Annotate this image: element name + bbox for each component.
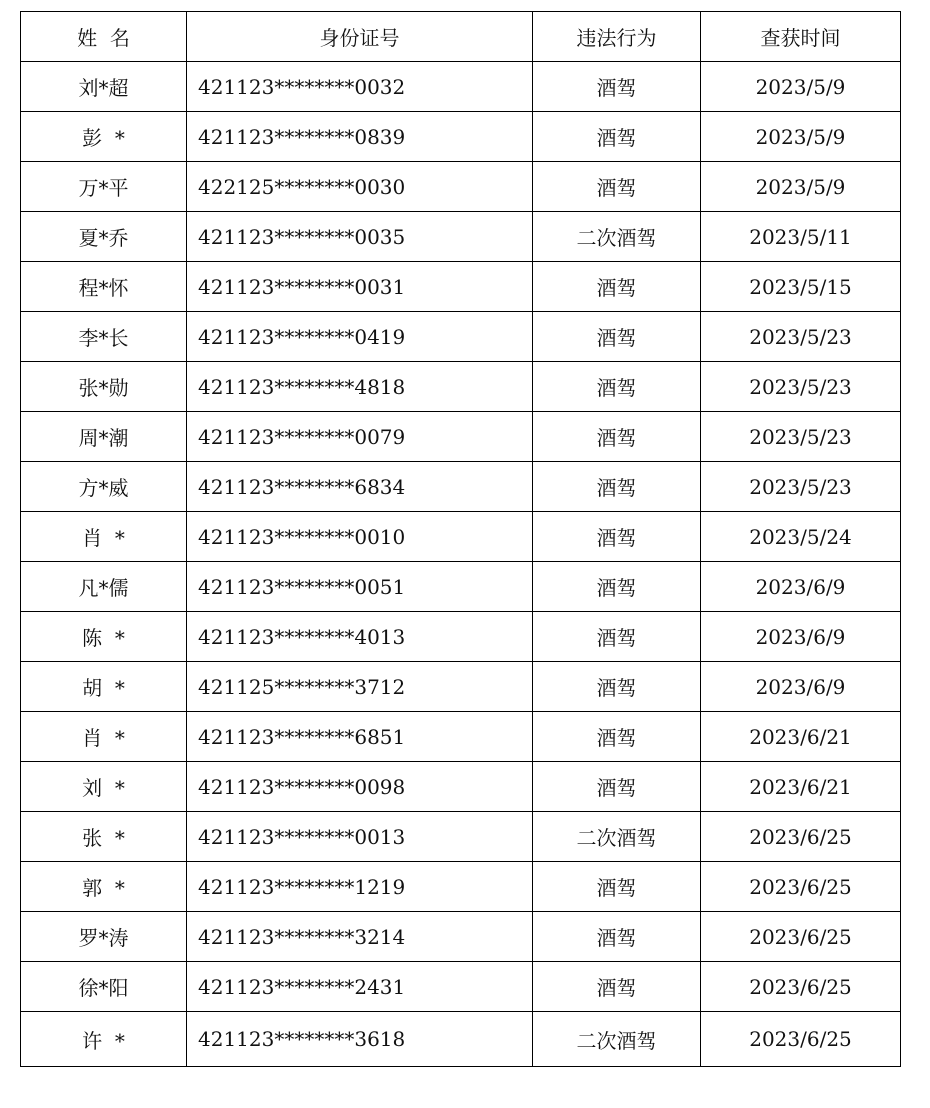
name-cell: 张*勋 xyxy=(21,362,187,412)
table-row xyxy=(21,462,901,512)
violation-cell: 酒驾 xyxy=(533,412,701,462)
table-row xyxy=(21,262,901,312)
table-row xyxy=(21,112,901,162)
date-cell: 2023/5/9 xyxy=(701,162,901,212)
id-number-cell: 421125********3712 xyxy=(187,662,533,712)
id-number-cell: 421123********6851 xyxy=(187,712,533,762)
violation-cell: 酒驾 xyxy=(533,162,701,212)
name-cell: 刘 * xyxy=(21,762,187,812)
date-cell: 2023/6/25 xyxy=(701,812,901,862)
name-cell: 徐*阳 xyxy=(21,962,187,1012)
date-cell: 2023/5/15 xyxy=(701,262,901,312)
violations-table xyxy=(20,11,901,1067)
name-cell: 郭 * xyxy=(21,862,187,912)
date-cell: 2023/5/9 xyxy=(701,62,901,112)
id-number-cell: 421123********3214 xyxy=(187,912,533,962)
date-cell: 2023/6/25 xyxy=(701,862,901,912)
name-cell: 凡*儒 xyxy=(21,562,187,612)
name-cell: 肖 * xyxy=(21,712,187,762)
table-header-row xyxy=(21,12,901,62)
date-cell: 2023/6/9 xyxy=(701,562,901,612)
date-cell: 2023/6/9 xyxy=(701,662,901,712)
violation-cell: 二次酒驾 xyxy=(533,212,701,262)
violation-cell: 酒驾 xyxy=(533,112,701,162)
date-cell: 2023/6/25 xyxy=(701,962,901,1012)
id-number-cell: 421123********3618 xyxy=(187,1012,533,1067)
table-row xyxy=(21,712,901,762)
violation-cell: 酒驾 xyxy=(533,562,701,612)
name-cell: 张 * xyxy=(21,812,187,862)
id-number-cell: 421123********0051 xyxy=(187,562,533,612)
table-row xyxy=(21,212,901,262)
id-number-cell: 421123********0419 xyxy=(187,312,533,362)
name-cell: 夏*乔 xyxy=(21,212,187,262)
name-cell: 万*平 xyxy=(21,162,187,212)
violation-cell: 酒驾 xyxy=(533,862,701,912)
name-cell: 李*长 xyxy=(21,312,187,362)
violation-cell: 二次酒驾 xyxy=(533,812,701,862)
id-number-cell: 421123********0013 xyxy=(187,812,533,862)
id-number-cell: 421123********4818 xyxy=(187,362,533,412)
table-row xyxy=(21,812,901,862)
violation-cell: 二次酒驾 xyxy=(533,1012,701,1067)
table-row xyxy=(21,312,901,362)
name-cell: 刘*超 xyxy=(21,62,187,112)
violation-cell: 酒驾 xyxy=(533,762,701,812)
date-cell: 2023/6/25 xyxy=(701,912,901,962)
id-number-cell: 421123********0079 xyxy=(187,412,533,462)
date-cell: 2023/6/21 xyxy=(701,712,901,762)
id-number-cell: 422125********0030 xyxy=(187,162,533,212)
name-cell: 程*怀 xyxy=(21,262,187,312)
id-number-cell: 421123********0031 xyxy=(187,262,533,312)
date-cell: 2023/5/11 xyxy=(701,212,901,262)
violation-cell: 酒驾 xyxy=(533,662,701,712)
date-cell: 2023/6/9 xyxy=(701,612,901,662)
violation-cell: 酒驾 xyxy=(533,712,701,762)
date-cell: 2023/5/23 xyxy=(701,362,901,412)
name-cell: 肖 * xyxy=(21,512,187,562)
header-date: 查获时间 xyxy=(701,12,901,62)
violation-cell: 酒驾 xyxy=(533,312,701,362)
table-row xyxy=(21,412,901,462)
violation-cell: 酒驾 xyxy=(533,62,701,112)
header-id-number: 身份证号 xyxy=(187,12,533,62)
id-number-cell: 421123********0035 xyxy=(187,212,533,262)
table-row xyxy=(21,662,901,712)
header-violation: 违法行为 xyxy=(533,12,701,62)
table-row xyxy=(21,1012,901,1067)
date-cell: 2023/5/23 xyxy=(701,412,901,462)
date-cell: 2023/5/23 xyxy=(701,312,901,362)
date-cell: 2023/6/21 xyxy=(701,762,901,812)
table-row xyxy=(21,562,901,612)
date-cell: 2023/5/9 xyxy=(701,112,901,162)
id-number-cell: 421123********2431 xyxy=(187,962,533,1012)
name-cell: 周*潮 xyxy=(21,412,187,462)
id-number-cell: 421123********1219 xyxy=(187,862,533,912)
table-row xyxy=(21,62,901,112)
table-row xyxy=(21,162,901,212)
id-number-cell: 421123********0839 xyxy=(187,112,533,162)
header-name: 姓 名 xyxy=(21,12,187,62)
date-cell: 2023/5/23 xyxy=(701,462,901,512)
violation-cell: 酒驾 xyxy=(533,362,701,412)
violation-cell: 酒驾 xyxy=(533,512,701,562)
date-cell: 2023/6/25 xyxy=(701,1012,901,1067)
table-row xyxy=(21,912,901,962)
id-number-cell: 421123********4013 xyxy=(187,612,533,662)
name-cell: 罗*涛 xyxy=(21,912,187,962)
name-cell: 陈 * xyxy=(21,612,187,662)
table-row xyxy=(21,362,901,412)
date-cell: 2023/5/24 xyxy=(701,512,901,562)
id-number-cell: 421123********6834 xyxy=(187,462,533,512)
violation-cell: 酒驾 xyxy=(533,912,701,962)
table-row xyxy=(21,962,901,1012)
table-body xyxy=(21,62,901,1067)
violation-cell: 酒驾 xyxy=(533,462,701,512)
table-row xyxy=(21,862,901,912)
table-row xyxy=(21,762,901,812)
violation-cell: 酒驾 xyxy=(533,612,701,662)
violation-cell: 酒驾 xyxy=(533,962,701,1012)
violation-cell: 酒驾 xyxy=(533,262,701,312)
name-cell: 方*威 xyxy=(21,462,187,512)
name-cell: 许 * xyxy=(21,1012,187,1067)
id-number-cell: 421123********0010 xyxy=(187,512,533,562)
table-row xyxy=(21,612,901,662)
name-cell: 胡 * xyxy=(21,662,187,712)
table-row xyxy=(21,512,901,562)
name-cell: 彭 * xyxy=(21,112,187,162)
id-number-cell: 421123********0098 xyxy=(187,762,533,812)
id-number-cell: 421123********0032 xyxy=(187,62,533,112)
